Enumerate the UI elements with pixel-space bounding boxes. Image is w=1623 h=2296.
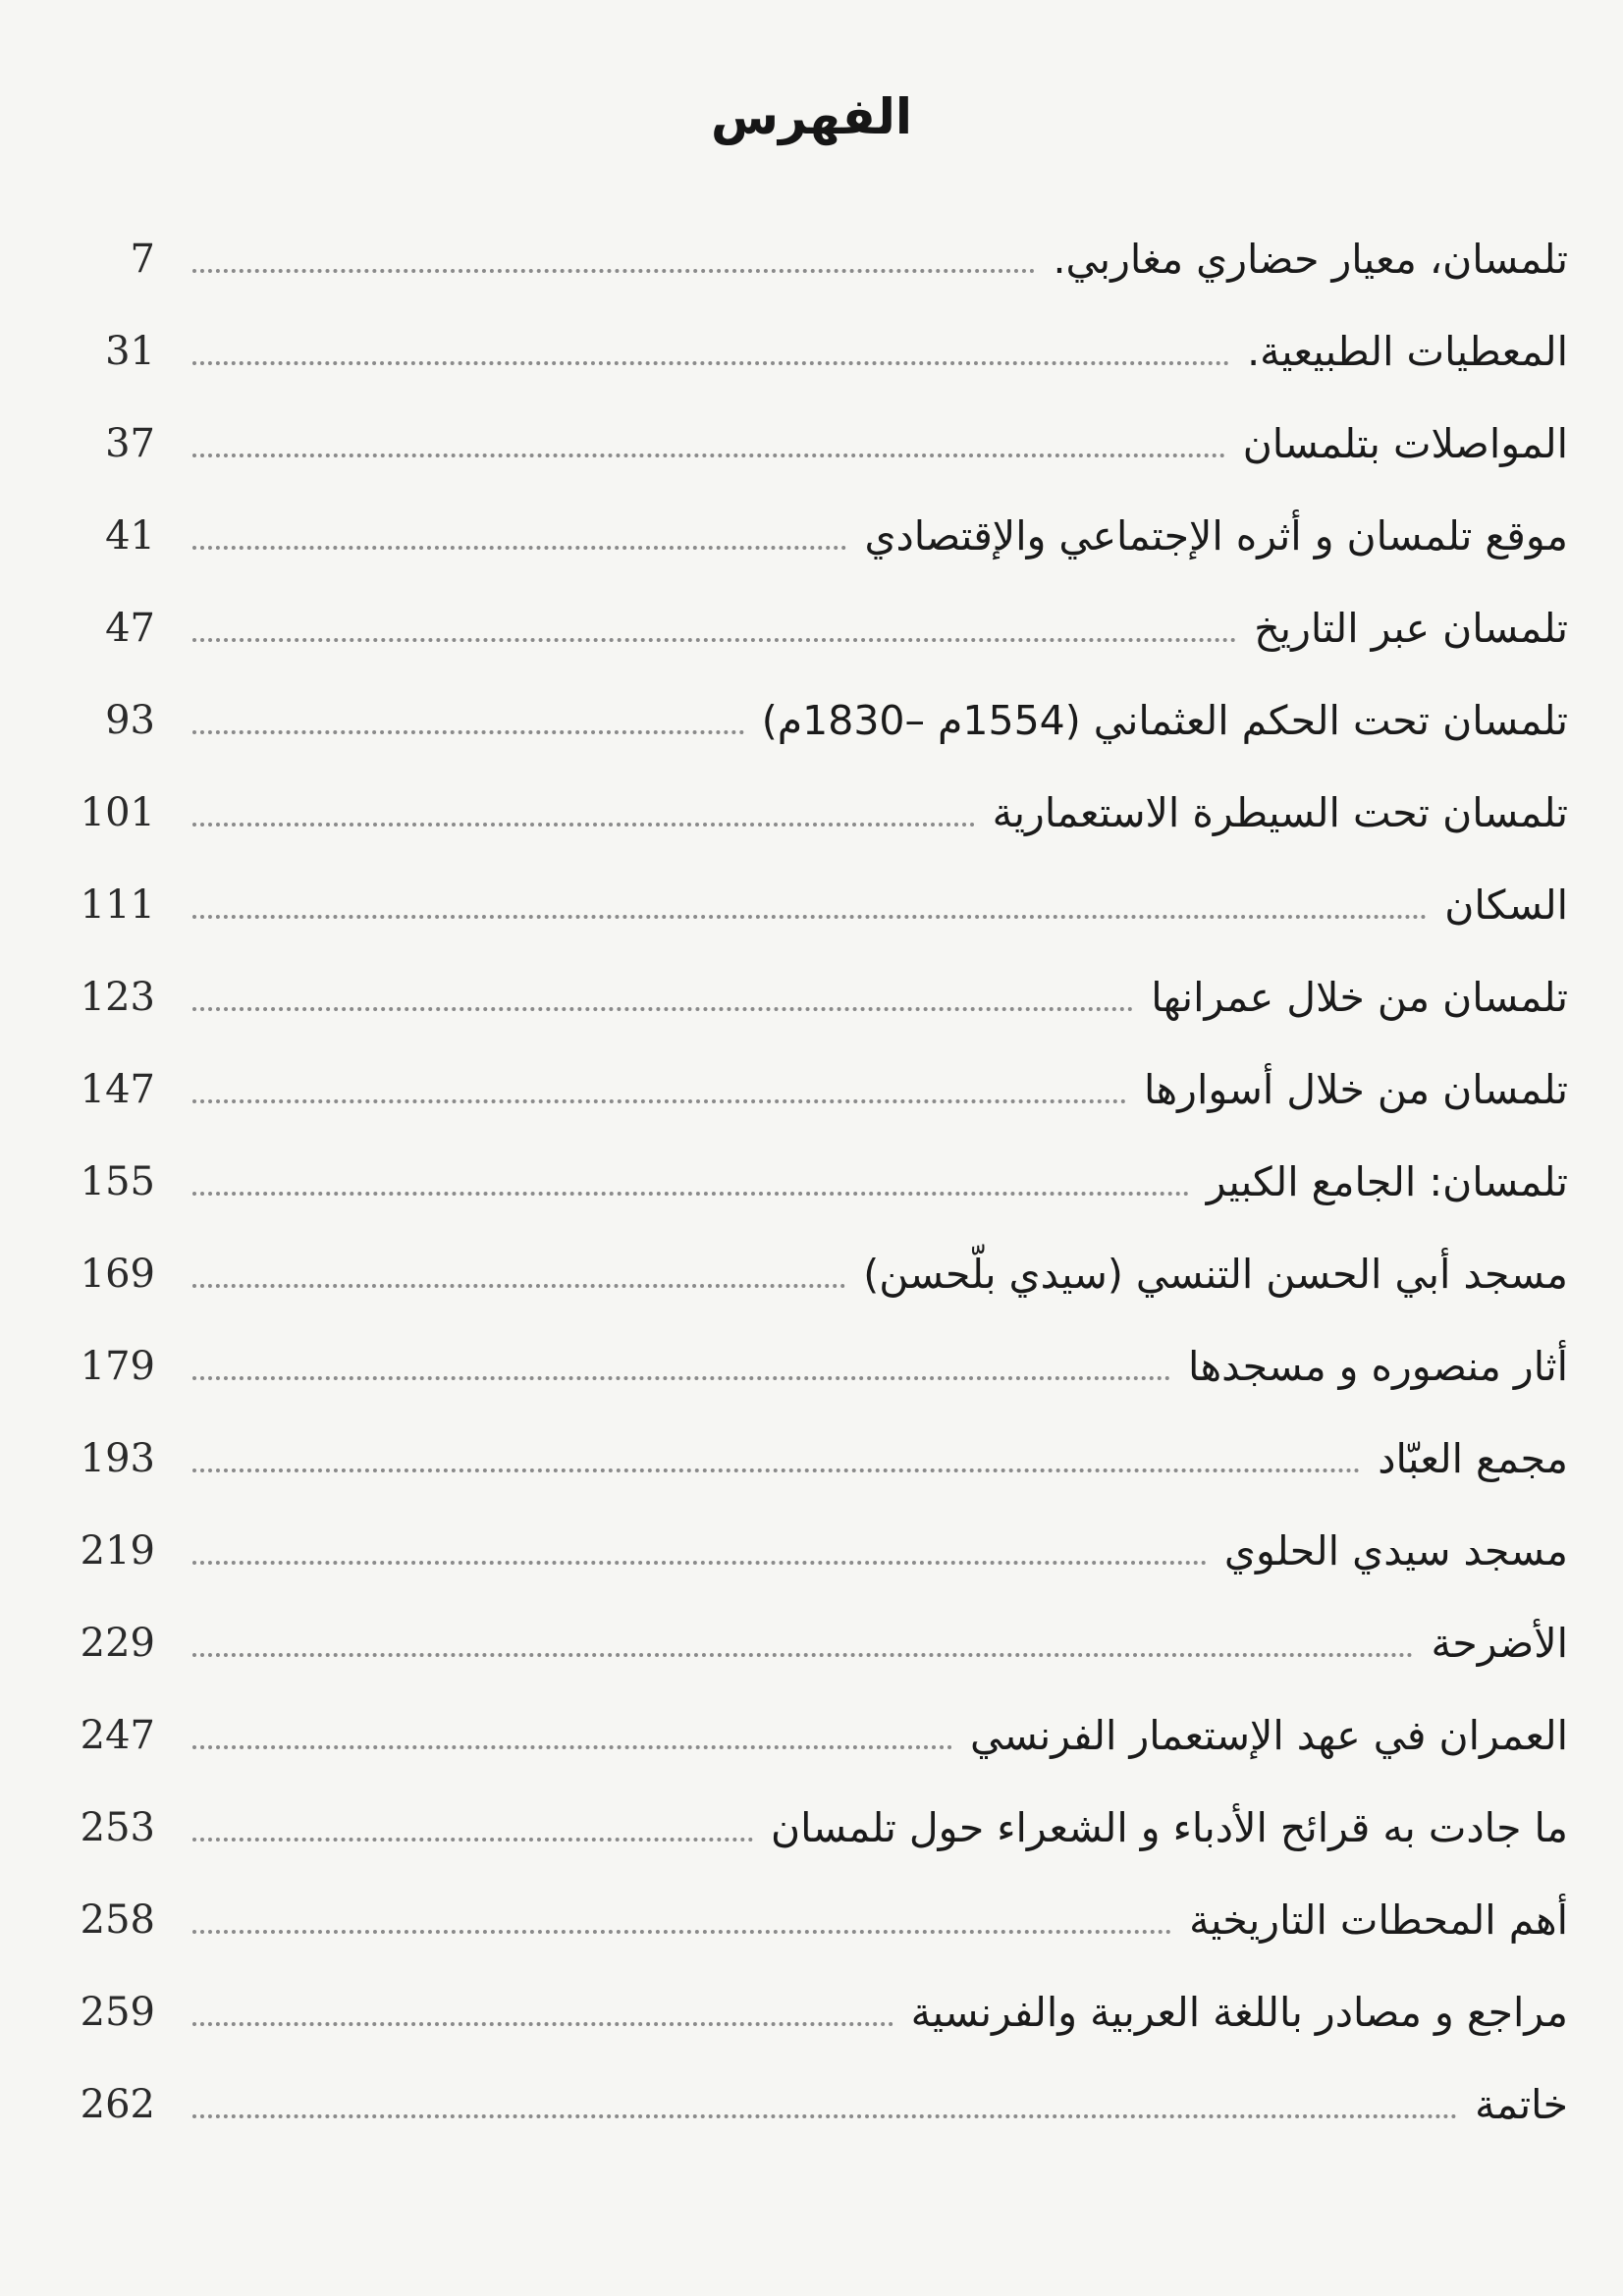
toc-page-number: 262 <box>80 2082 155 2127</box>
toc-page-number: 179 <box>80 1344 155 1389</box>
toc-page-number: 123 <box>80 975 155 1020</box>
toc-entry <box>0 1604 1623 1696</box>
dot-leader <box>192 546 846 550</box>
dot-leader <box>192 1099 1126 1103</box>
toc-page-number: 253 <box>80 1805 155 1850</box>
dot-leader <box>192 454 1225 457</box>
toc-page-number: 155 <box>80 1159 155 1204</box>
dot-leader <box>192 823 975 827</box>
toc-entry-title: تلمسان من خلال عمرانها <box>1151 974 1568 1021</box>
toc-entry <box>0 1696 1623 1789</box>
toc-entry-title: العمران في عهد الإستعمار الفرنسي <box>970 1712 1568 1759</box>
toc-page-number: 193 <box>80 1436 155 1481</box>
toc-page-number: 47 <box>105 606 155 651</box>
toc-entry-title: تلمسان، معيار حضاري مغاربي. <box>1053 236 1568 283</box>
toc-entry-title: موقع تلمسان و أثره الإجتماعي والإقتصادي <box>864 512 1568 560</box>
toc-entry <box>0 1143 1623 1235</box>
dot-leader <box>192 1192 1189 1196</box>
dot-leader <box>192 1376 1170 1380</box>
toc-entry <box>0 1789 1623 1881</box>
toc-entry-title: تلمسان من خلال أسوارها <box>1144 1066 1568 1113</box>
toc-entry-title: مراجع و مصادر باللغة العربية والفرنسية <box>910 1989 1568 2036</box>
toc-entry-title: خاتمة <box>1475 2081 1568 2128</box>
toc-entry <box>0 1050 1623 1143</box>
toc-page-number: 259 <box>80 1990 155 2035</box>
toc-page-number: 101 <box>80 790 155 835</box>
dot-leader <box>192 1468 1360 1472</box>
toc-page-number: 219 <box>80 1528 155 1574</box>
toc-entry <box>0 1973 1623 2065</box>
dot-leader <box>192 1930 1171 1934</box>
dot-leader <box>192 2022 893 2026</box>
toc-entry-title: مجمع العبّاد <box>1378 1435 1568 1482</box>
dot-leader <box>192 1007 1133 1011</box>
toc-entry <box>0 2065 1623 2158</box>
toc-entry <box>0 681 1623 774</box>
dot-leader <box>192 1745 952 1749</box>
toc-entry <box>0 774 1623 866</box>
dot-leader <box>192 2114 1457 2118</box>
toc-page-number: 37 <box>105 421 155 466</box>
dot-leader <box>192 361 1229 365</box>
toc-page-number: 111 <box>80 882 155 928</box>
toc-entry-title: مسجد سيدي الحلوي <box>1223 1527 1568 1575</box>
toc-entry-title: المعطيات الطبيعية. <box>1247 328 1568 375</box>
toc-entry <box>0 404 1623 497</box>
toc-entry <box>0 1881 1623 1973</box>
toc-entry-title: تلمسان عبر التاريخ <box>1254 605 1568 652</box>
toc-entry <box>0 1512 1623 1604</box>
toc-entry <box>0 1235 1623 1327</box>
toc-entry-title: تلمسان: الجامع الكبير <box>1206 1158 1568 1205</box>
page-title: الفهرس <box>710 88 912 145</box>
toc-entry <box>0 958 1623 1050</box>
dot-leader <box>192 1284 845 1288</box>
toc-page-number: 147 <box>80 1067 155 1112</box>
table-of-contents <box>0 220 1623 2158</box>
dot-leader <box>192 915 1427 919</box>
toc-entry <box>0 589 1623 681</box>
toc-entry-title: ما جادت به قرائح الأدباء و الشعراء حول تلمسان <box>770 1804 1568 1851</box>
toc-page-number: 169 <box>80 1252 155 1297</box>
dot-leader <box>192 638 1236 642</box>
toc-entry-title: المواصلات بتلمسان <box>1242 420 1568 467</box>
toc-page-number: 247 <box>80 1713 155 1758</box>
toc-entry <box>0 1419 1623 1512</box>
toc-entry-title: تلمسان تحت السيطرة الاستعمارية <box>992 789 1568 836</box>
toc-entry-title: مسجد أبي الحسن التنسي (سيدي بلّحسن) <box>863 1251 1568 1298</box>
toc-entry-title: أثار منصوره و مسجدها <box>1188 1343 1568 1390</box>
toc-page-number: 31 <box>105 329 155 374</box>
toc-page-number: 93 <box>105 698 155 743</box>
dot-leader <box>192 269 1035 273</box>
toc-page-number: 7 <box>130 237 155 282</box>
dot-leader <box>192 1561 1207 1565</box>
toc-page-number: 229 <box>80 1621 155 1666</box>
dot-leader <box>192 1838 753 1842</box>
toc-entry-title: السكان <box>1444 881 1568 929</box>
toc-page-number: 41 <box>105 513 155 559</box>
toc-entry <box>0 220 1623 312</box>
toc-entry-title: تلمسان تحت الحكم العثماني (1554م –1830م) <box>761 697 1568 744</box>
toc-entry <box>0 312 1623 404</box>
toc-page-number: 258 <box>80 1897 155 1943</box>
toc-entry-title: أهم المحطات التاريخية <box>1189 1896 1568 1944</box>
toc-entry <box>0 497 1623 589</box>
dot-leader <box>192 730 744 734</box>
toc-entry <box>0 866 1623 958</box>
toc-entry <box>0 1327 1623 1419</box>
dot-leader <box>192 1653 1413 1657</box>
toc-entry-title: الأضرحة <box>1431 1620 1568 1667</box>
